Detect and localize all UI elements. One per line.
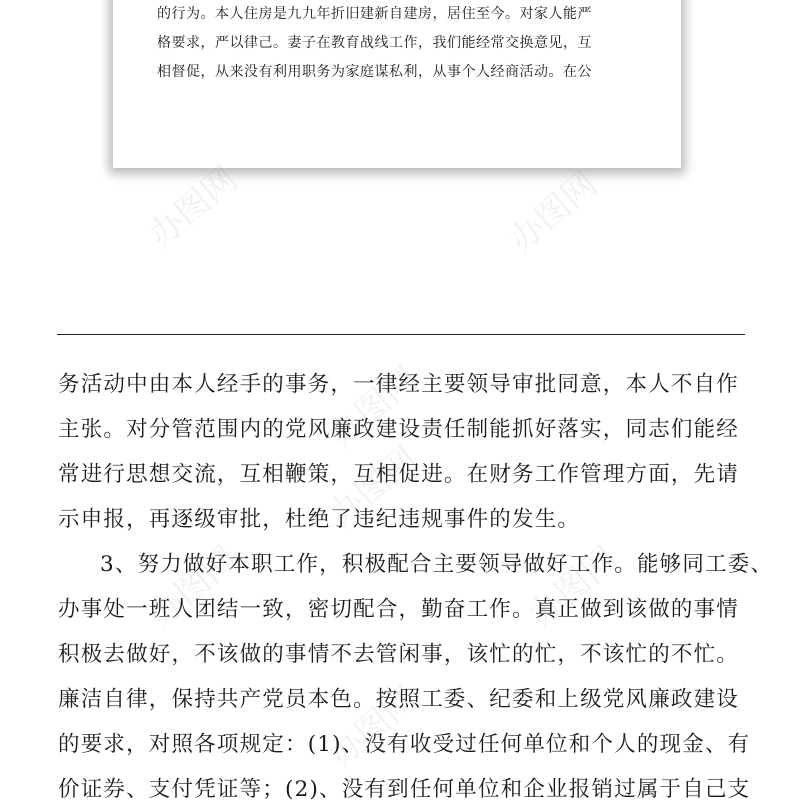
body-line: 常进行思想交流，互相鞭策，互相促进。在财务工作管理方面，先请 [58, 462, 740, 487]
body-line: 的要求，对照各项规定：(1)、没有收受过任何单位和个人的现金、有 [58, 732, 751, 757]
preview-text [157, 0, 657, 87]
preview-line: 格要求，严以律己。妻子在教育战线工作，我们能经常交换意见，互 [157, 35, 592, 51]
page-divider [57, 334, 745, 335]
body-line: 廉洁自律，保持共产党员本色。按照工委、纪委和上级党风廉政建设 [58, 687, 740, 712]
body-line: 3、努力做好本职工作，积极配合主要领导做好工作。能够同工委、 [100, 552, 774, 577]
watermark: 办图网 [501, 164, 606, 261]
watermark: 办图网 [321, 679, 426, 776]
preview-line: 的行为。本人住房是九九年折旧建新自建房，居住至今。对家人能严 [157, 6, 592, 22]
watermark: 办图网 [141, 159, 246, 256]
body-line: 办事处一班人团结一致，密切配合，勤奋工作。真正做到该做的事情 [58, 597, 740, 622]
body-line: 示申报，再逐级审批，杜绝了违纪违规事件的发生。 [58, 507, 581, 532]
body-line: 价证券、支付凭证等；(2)、没有到任何单位和企业报销过属于自己支 [58, 777, 751, 802]
preview-line: 相督促，从来没有利用职务为家庭谋私利，从事个人经商活动。在公 [157, 64, 592, 80]
watermark: 办图网 [141, 539, 246, 636]
page-preview-card [113, 0, 681, 168]
watermark: 办图网 [321, 439, 426, 536]
watermark: 办图网 [521, 539, 626, 636]
watermark: 办图网 [321, 359, 426, 456]
body-line: 务活动中由本人经手的事务，一律经主要领导审批同意，本人不自作 [58, 372, 740, 397]
document-body [58, 362, 774, 812]
body-line: 积极去做好，不该做的事情不去管闲事，该忙的忙，不该忙的不忙。 [58, 642, 740, 667]
body-line: 主张。对分管范围内的党风廉政建设责任制能抓好落实，同志们能经 [58, 417, 740, 442]
